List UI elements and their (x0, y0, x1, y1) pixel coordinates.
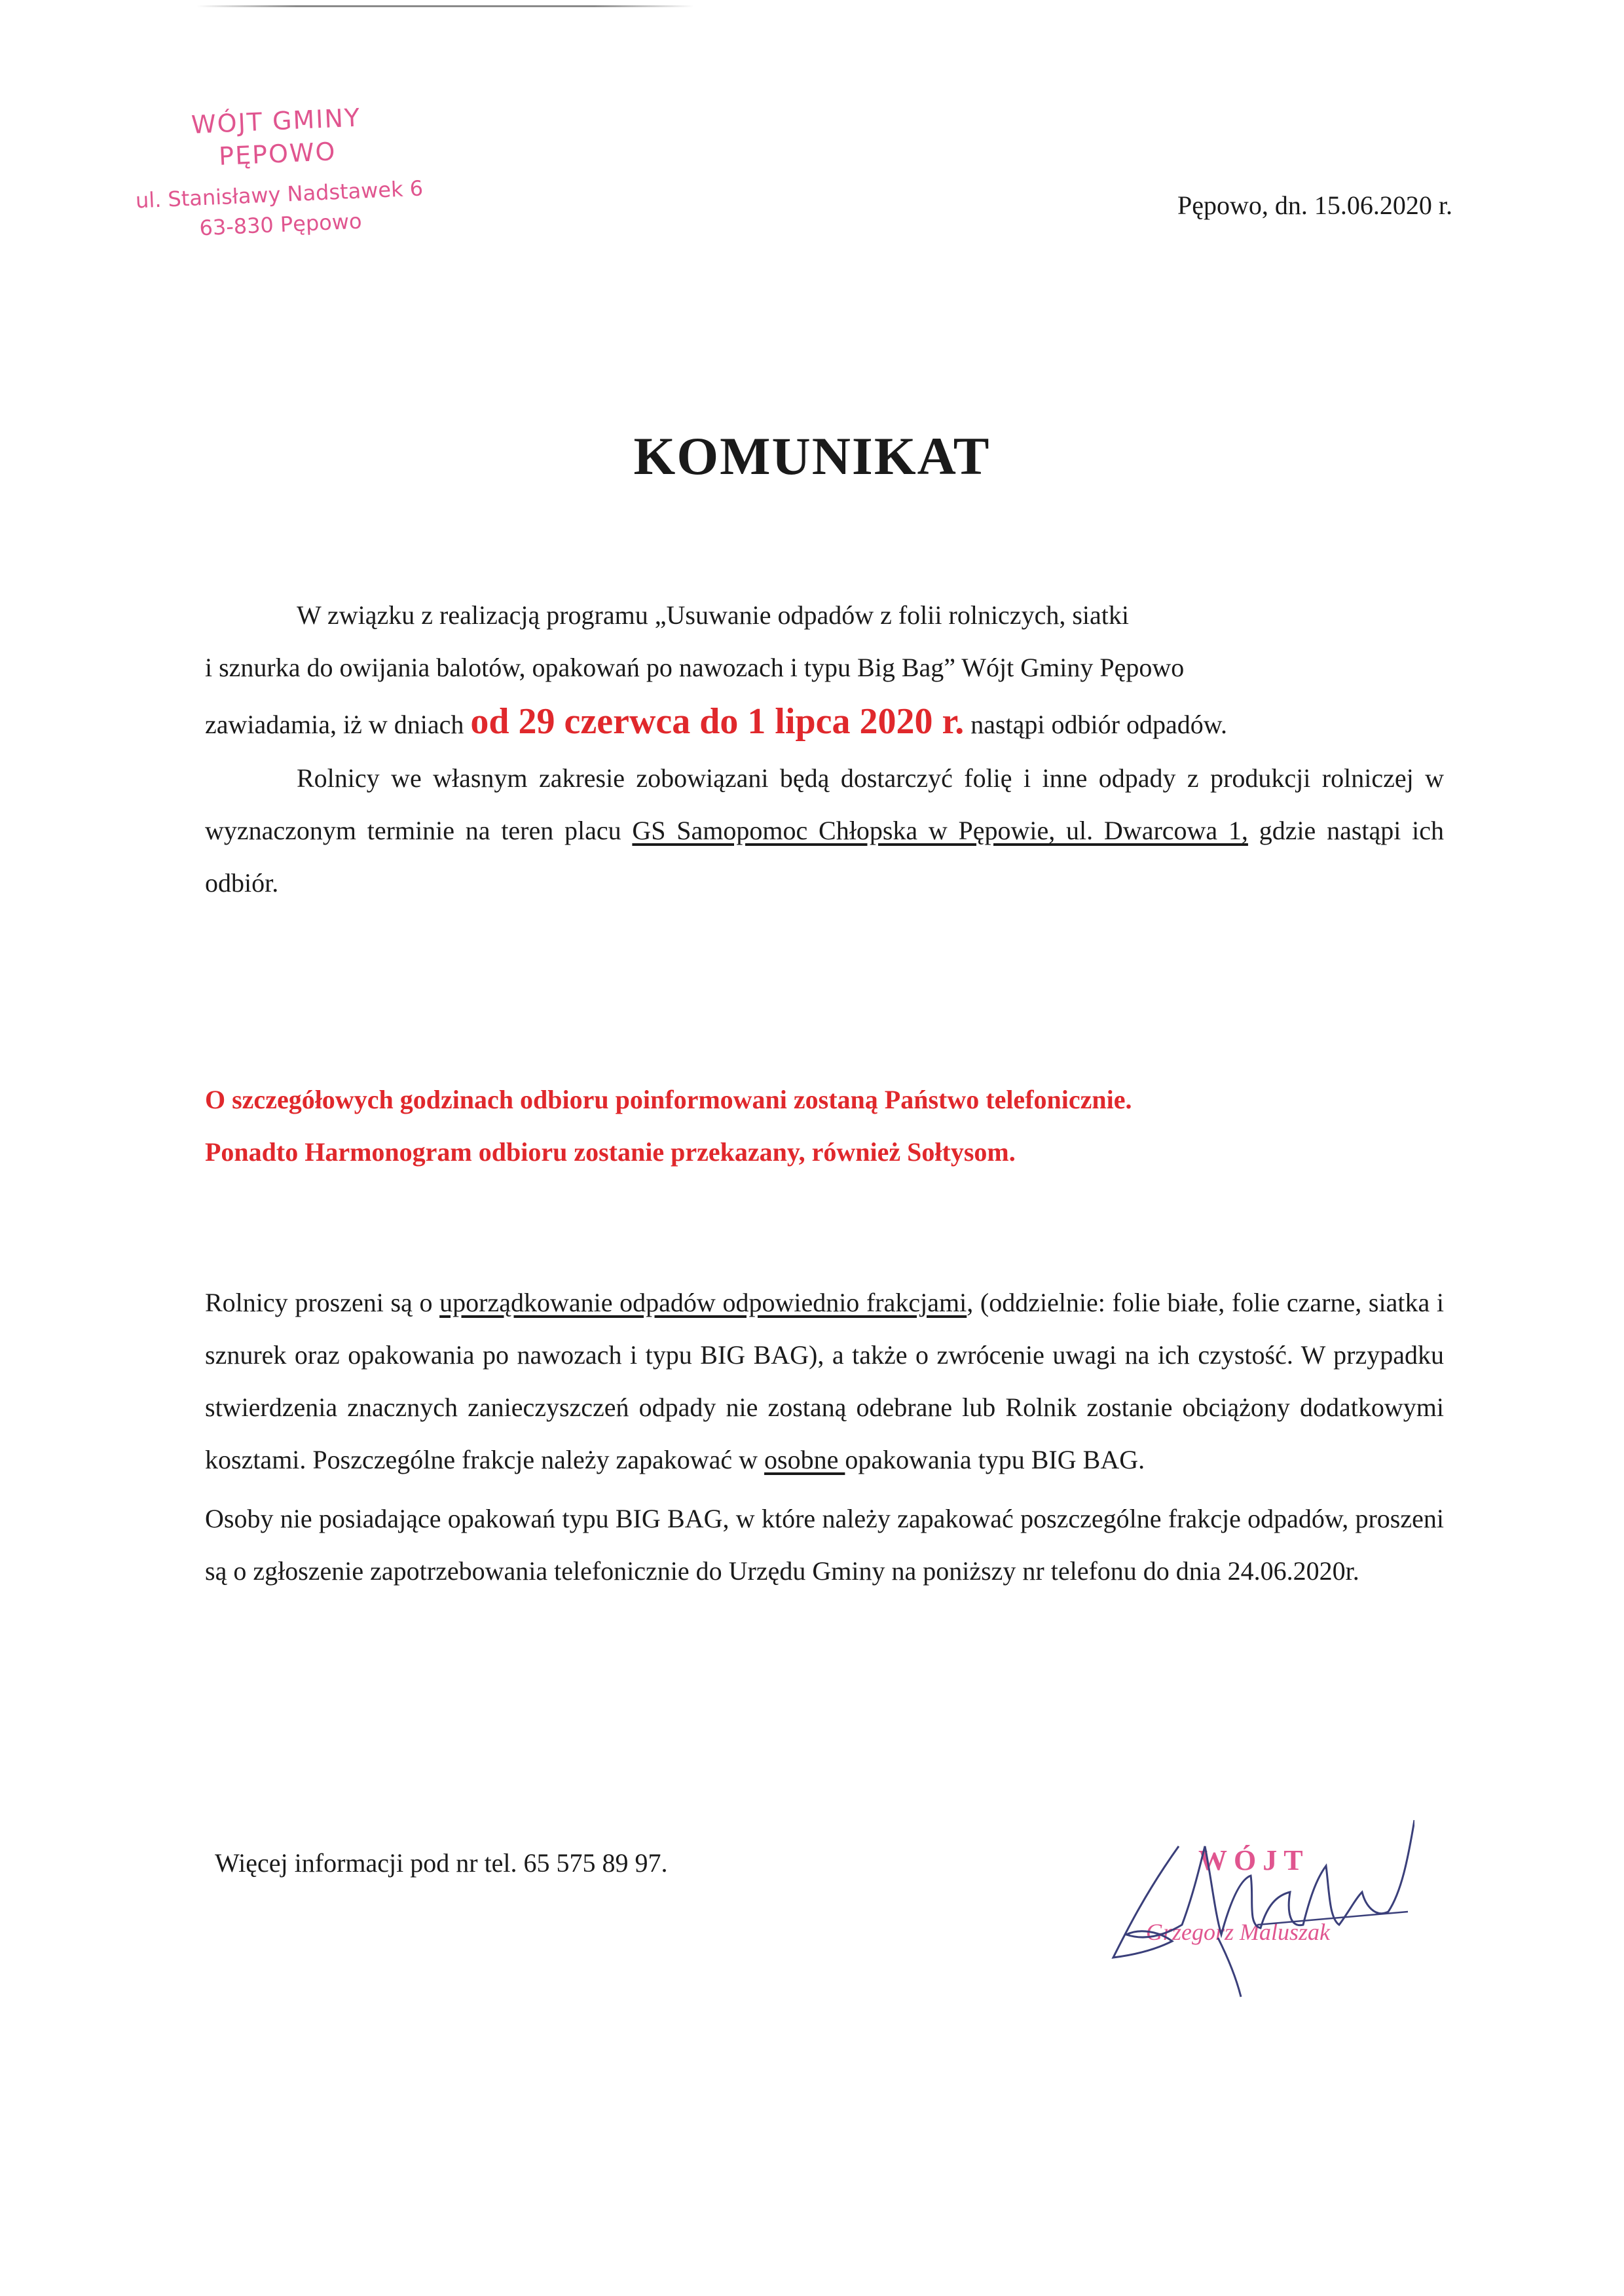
collection-dates-highlight: od 29 czerwca do 1 lipca 2020 r. (470, 701, 965, 742)
separate-packaging: osobne (764, 1445, 845, 1474)
stamp-address-line1: ul. Stanisławy Nadstawek 6 (135, 175, 424, 213)
date-line: Pępowo, dn. 15.06.2020 r. (1177, 191, 1452, 220)
paragraph-4: Osoby nie posiadające opakowań typu BIG BAG, w które należy zapakować poszczególne frakcje odpadów, proszeni są o zgłoszenie zapotrzebowania telefonicznie do Urzędu Gminy na poniższy nr telefonu do dnia 24.06.2020r. (205, 1504, 1444, 1586)
paragraph-2: Rolnicy we własnym zakresie zobowiązani będą dostarczyć folię i inne odpady z produkcji rolniczej w wyznaczonym terminie na teren placu GS Samopomoc Chłopska w Pępowie, ul. Dwarcowa 1, gdzie nastąpi ich odbiór. (205, 763, 1444, 898)
stamp-org-line2: PĘPOWO (218, 137, 337, 171)
municipality-stamp (112, 98, 445, 247)
scan-edge-line (196, 5, 694, 7)
paragraph-1-line-3 (205, 694, 1444, 752)
sorting-instructions (205, 1277, 1444, 1597)
paragraph-1-text: zawiadamia, iż w dniach (205, 710, 471, 739)
stamp-org-line1: WÓJT GMINY (191, 103, 361, 139)
document-title: KOMUNIKAT (633, 426, 991, 486)
handwritten-signature-icon (1100, 1820, 1414, 2003)
signature-stamp-role: WÓJT (1198, 1844, 1310, 1876)
notice-line-2: Ponadto Harmonogram odbioru zostanie przekazany, również Sołtysom. (205, 1137, 1016, 1167)
paragraph-1-line-2: i sznurka do owijania balotów, opakowań po nawozach i typu Big Bag” Wójt Gminy Pępowo (205, 653, 1185, 682)
signature-block (1100, 1820, 1414, 2003)
paragraph-3: Rolnicy proszeni są o uporządkowanie odpadów odpowiednio frakcjami, (oddzielnie: folie białe, folie czarne, siatka i sznurek oraz opakowania po nawozach i typu BIG BAG), a także o zwrócenie uwagi na ich czystość. W przypadku stwierdzenia znacznych zanieczyszczeń odpady nie zostaną odebrane lub Rolnik zostanie obciążony dodatkowymi kosztami. Poszczególne frakcje należy zapakować w osobne opakowania typu BIG BAG. (205, 1288, 1444, 1474)
paragraph-1-line-1: W związku z realizacją programu „Usuwanie odpadów z folii rolniczych, siatki (297, 600, 1129, 630)
paragraph-1-text-end: nastąpi odbiór odpadów. (964, 710, 1227, 739)
collection-location: GS Samopomoc Chłopska w Pępowie, ul. Dwarcowa 1, (632, 816, 1248, 845)
notice-line-1: O szczegółowych godzinach odbioru poinformowani zostaną Państwo telefonicznie. (205, 1085, 1132, 1114)
sorting-requirement: uporządkowanie odpadów odpowiednio frakcjami (439, 1288, 967, 1317)
notice-block (205, 1074, 1444, 1178)
signature-stamp-name: Grzegorz Maluszak (1146, 1919, 1331, 1945)
contact-info: Więcej informacji pod nr tel. 65 575 89 97. (215, 1848, 668, 1878)
stamp-address-line2: 63-830 Pępowo (198, 208, 363, 241)
announcement-body (205, 589, 1444, 909)
